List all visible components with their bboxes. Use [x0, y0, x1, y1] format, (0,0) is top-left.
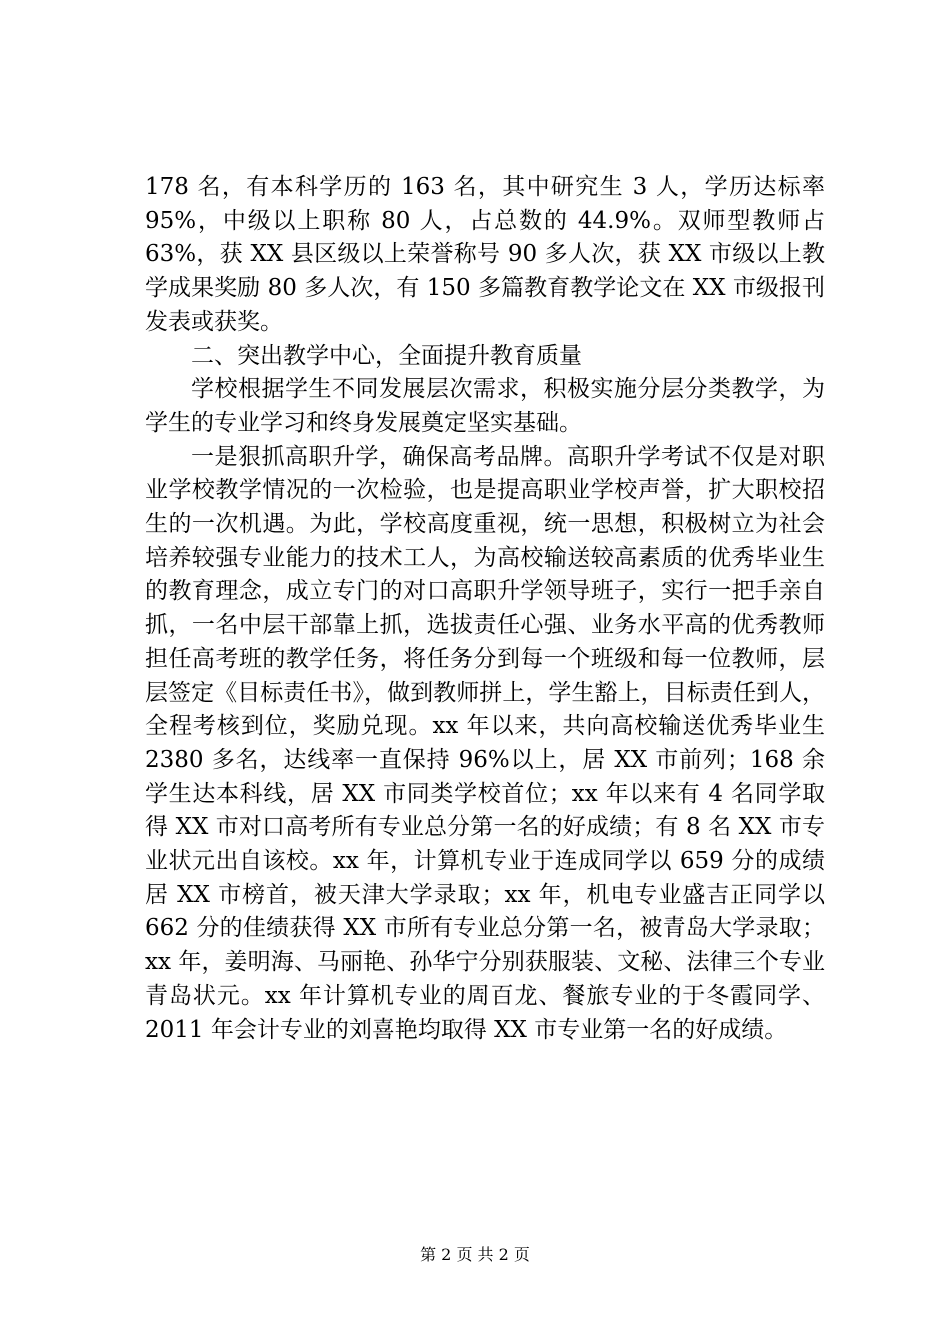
- page-footer: 第 2 页 共 2 页: [420, 1245, 530, 1264]
- section-heading: 二、突出教学中心，全面提升教育质量: [191, 342, 582, 369]
- paragraph-tiered-teaching: 学校根据学生不同发展层次需求，积极实施分层分类教学，为学生的专业学习和终身发展奠定坚实基础。: [145, 376, 825, 436]
- document-body: [145, 171, 825, 1047]
- paragraph-college-admission: 一是狠抓高职升学，确保高考品牌。高职升学考试不仅是对职业学校教学情况的一次检验，也是提高职业学校声誉，扩大职校招生的一次机遇。为此，学校高度重视，统一思想，积极树立为社会培养较强专业能力的技术工人，为高校输送较高素质的优秀毕业生的教育理念，成立专门的对口高职升学领导班子，实行一把手亲自抓，一名中层干部靠上抓，选拔责任心强、业务水平高的优秀教师担任高考班的教学任务，将任务分到每一个班级和每一位教师，层层签定《目标责任书》，做到教师拼上，学生豁上，目标责任到人，全程考核到位，奖励兑现。xx 年以来，共向高校输送优秀毕业生2380 多名，达线率一直保持 96%以上，居 XX 市前列；168 余学生达本科线，居 XX 市同类学校首位；xx 年以来有 4 名同学取得 XX 市对口高考所有专业总分第一名的好成绩；有 8 名 XX 市专业状元出自该校。xx 年，计算机专业于连成同学以 659 分的成绩居 XX 市榜首，被天津大学录取；xx 年，机电专业盛吉正同学以 662 分的佳绩获得 XX 市所有专业总分第一名，被青岛大学录取；xx 年，姜明海、马丽艳、孙华宁分别获服装、文秘、法律三个专业青岛状元。xx 年计算机专业的周百龙、餐旅专业的于冬霞同学、2011 年会计专业的刘喜艳均取得 XX 市专业第一名的好成绩。: [145, 443, 825, 1043]
- paragraph-teacher-qualifications: 178 名，有本科学历的 163 名，其中研究生 3 人，学历达标率 95%，中级以上职称 80 人，占总数的 44.9%。双师型教师占 63%，获 XX 县区级以上荣誉称号 90 多人次，获 XX 市级以上教学成果奖励 80 多人次，有 150 多篇教育教学论文在 XX 市级报刊发表或获奖。: [145, 174, 825, 335]
